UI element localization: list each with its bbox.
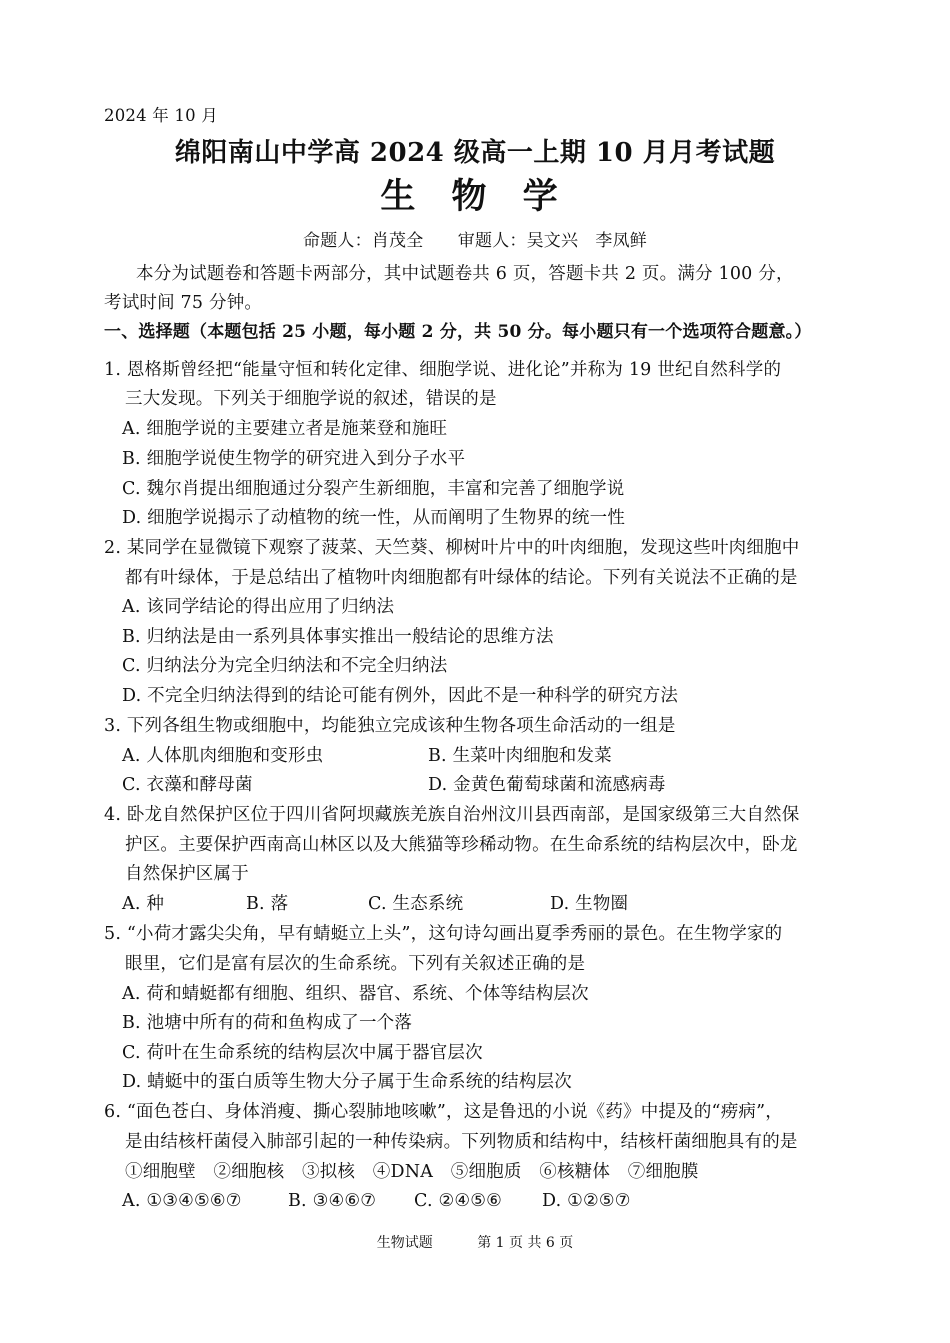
question-6-option-b: B. ③④⑥⑦ bbox=[288, 1191, 377, 1211]
question-6-option-c: C. ②④⑤⑥ bbox=[414, 1191, 503, 1211]
question-2-option-b: B. 归纳法是由一系列具体事实推出一般结论的思维方法 bbox=[122, 627, 554, 647]
question-5-stem: 5. “小荷才露尖尖角，早有蜻蜓立上头”，这句诗勾画出夏季秀丽的景色。在生物学家的 bbox=[104, 924, 783, 944]
exam-date: 2024 年 10 月 bbox=[104, 106, 218, 125]
section-title: 一、选择题（本题包括 25 小题，每小题 2 分，共 50 分。每小题只有一个选项符合题意。） bbox=[104, 322, 812, 342]
question-5-option-b: B. 池塘中所有的荷和鱼构成了一个落 bbox=[122, 1013, 413, 1033]
question-4-stem: 自然保护区属于 bbox=[125, 864, 249, 884]
question-1-stem: 1. 恩格斯曾经把“能量守恒和转化定律、细胞学说、进化论”并称为 19 世纪自然科学的 bbox=[104, 360, 782, 380]
exam-subject: 生 物 学 bbox=[380, 176, 570, 217]
exam-authors: 命题人：肖茂全 审题人：吴文兴 李凤鲜 bbox=[303, 231, 647, 251]
question-5-stem: 眼里，它们是富有层次的生命系统。下列有关叙述正确的是 bbox=[125, 954, 586, 974]
question-1-option-a: A. 细胞学说的主要建立者是施莱登和施旺 bbox=[122, 419, 448, 439]
question-2-stem: 2. 某同学在显微镜下观察了菠菜、天竺葵、柳树叶片中的叶肉细胞，发现这些叶肉细胞中 bbox=[104, 538, 800, 558]
question-2-option-a: A. 该同学结论的得出应用了归纳法 bbox=[122, 597, 395, 617]
page-footer bbox=[0, 1233, 950, 1253]
exam-intro-line-1: 本分为试题卷和答题卡两部分，其中试题卷共 6 页，答题卡共 2 页。满分 100 分， bbox=[136, 264, 794, 284]
question-2-option-d: D. 不完全归纳法得到的结论可能有例外，因此不是一种科学的研究方法 bbox=[122, 686, 679, 706]
question-1-stem: 三大发现。下列关于细胞学说的叙述，错误的是 bbox=[125, 389, 497, 409]
question-4-stem: 护区。主要保护西南高山林区以及大熊猫等珍稀动物。在生命系统的结构层次中，卧龙 bbox=[125, 835, 798, 855]
question-4-option-a: A. 种 bbox=[122, 894, 165, 914]
question-3-option-b: B. 生菜叶肉细胞和发菜 bbox=[428, 746, 612, 766]
question-6-stem: 是由结核杆菌侵入肺部引起的一种传染病。下列物质和结构中，结核杆菌细胞具有的是 bbox=[125, 1132, 798, 1152]
footer-page-info: 第 1 页 共 6 页 bbox=[477, 1235, 574, 1251]
question-6-option-d: D. ①②⑤⑦ bbox=[542, 1191, 631, 1211]
question-5-option-c: C. 荷叶在生命系统的结构层次中属于器官层次 bbox=[122, 1043, 483, 1063]
question-2-option-c: C. 归纳法分为完全归纳法和不完全归纳法 bbox=[122, 656, 448, 676]
question-1-option-d: D. 细胞学说揭示了动植物的统一性，从而阐明了生物界的统一性 bbox=[122, 508, 626, 528]
question-3-option-a: A. 人体肌肉细胞和变形虫 bbox=[122, 746, 324, 766]
exam-intro-line-2: 考试时间 75 分钟。 bbox=[104, 293, 263, 313]
question-1-option-b: B. 细胞学说使生物学的研究进入到分子水平 bbox=[122, 449, 466, 469]
question-4-option-c: C. 生态系统 bbox=[368, 894, 464, 914]
question-6-stem: 6. “面色苍白、身体消瘦、撕心裂肺地咳嗽”，这是鲁迅的小说《药》中提及的“痨病”， bbox=[104, 1102, 783, 1122]
question-3-option-c: C. 衣藻和酵母菌 bbox=[122, 775, 253, 795]
question-4-option-d: D. 生物圈 bbox=[550, 894, 629, 914]
question-6-option-a: A. ①③④⑤⑥⑦ bbox=[122, 1191, 242, 1211]
question-3-stem: 3. 下列各组生物或细胞中，均能独立完成该种生物各项生命活动的一组是 bbox=[104, 716, 676, 736]
question-6-item-list: ①细胞壁 ②细胞核 ③拟核 ④DNA ⑤细胞质 ⑥核糖体 ⑦细胞膜 bbox=[125, 1162, 699, 1182]
question-1-option-c: C. 魏尔肖提出细胞通过分裂产生新细胞，丰富和完善了细胞学说 bbox=[122, 479, 625, 499]
footer-subject: 生物试题 bbox=[376, 1235, 433, 1251]
question-4-stem: 4. 卧龙自然保护区位于四川省阿坝藏族羌族自治州汶川县西南部，是国家级第三大自然保 bbox=[104, 805, 800, 825]
question-3-option-d: D. 金黄色葡萄球菌和流感病毒 bbox=[428, 775, 666, 795]
question-5-option-d: D. 蜻蜓中的蛋白质等生物大分子属于生命系统的结构层次 bbox=[122, 1072, 572, 1092]
question-2-stem: 都有叶绿体，于是总结出了植物叶肉细胞都有叶绿体的结论。下列有关说法不正确的是 bbox=[125, 568, 798, 588]
question-5-option-a: A. 荷和蜻蜓都有细胞、组织、器官、系统、个体等结构层次 bbox=[122, 984, 589, 1004]
question-4-option-b: B. 落 bbox=[246, 894, 289, 914]
exam-title: 绵阳南山中学高 2024 级高一上期 10 月月考试题 bbox=[174, 138, 776, 168]
